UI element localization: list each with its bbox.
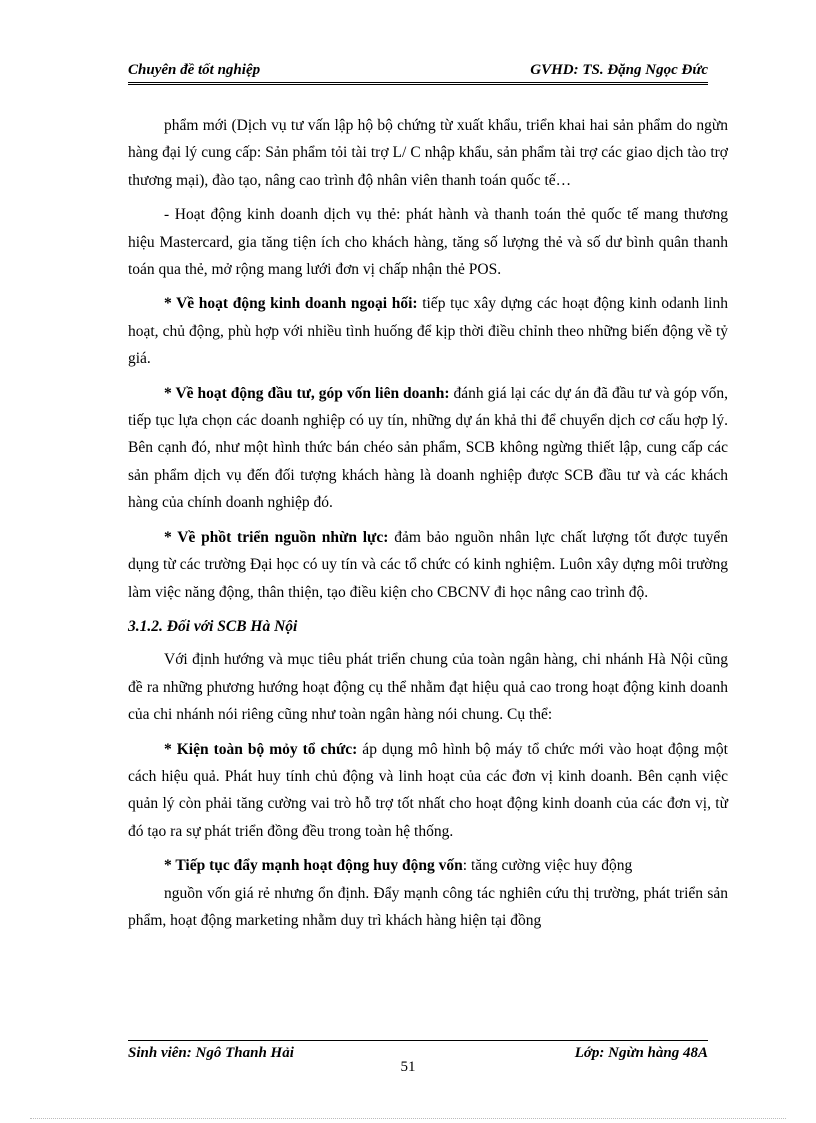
paragraph-1: phẩm mới (Dịch vụ tư vấn lập hộ bộ chứng từ xuất khẩu, triển khai hai sản phẩm do ngừn hàng đại lý cung cấp: Sản phẩm tỏi tài trợ L/ C nhập khẩu, sản phẩm tài trợ các giao dịch tào trợ thương mại), đào tạo, nâng cao trình độ nhân viên thanh toán quốc tế… bbox=[128, 117, 728, 189]
page-body bbox=[128, 112, 728, 941]
page-header bbox=[128, 60, 708, 85]
page-edge-divider bbox=[30, 1118, 786, 1119]
paragraph-6: Với định hướng và mục tiêu phát triển chung của toàn ngân hàng, chi nhánh Hà Nội cũng đề ra những phương hướng hoạt động cụ thể nhằm đạt hiệu quả cao trong hoạt động kinh doanh của chi nhánh nói riêng cũng như toàn ngân hàng nói chung. Cụ thể: bbox=[128, 651, 728, 724]
paragraph-5-label: * Về phồt triển nguồn nhừn lực: bbox=[164, 528, 389, 546]
header-title: Chuyên đề tốt nghiệp bbox=[128, 62, 261, 78]
paragraph-7-text: áp dụng mô hình bộ máy tổ chức mới vào hoạt động một cách hiệu quả. Phát huy tính chủ động và linh hoạt của các đơn vị kinh doanh. Bên cạnh việc quản lý còn phải tăng cường vai trò hỗ trợ tốt nhất cho hoạt động kinh doanh của các đơn vị, từ đó tạo ra sự phát triển đồng đều trong toàn hệ thống. bbox=[128, 740, 728, 840]
paragraph-7-label: * Kiện toàn bộ mỏy tổ chức: bbox=[164, 740, 358, 758]
paragraph-4-text: đánh giá lại các dự án đã đầu tư và góp vốn, tiếp tục lựa chọn các doanh nghiệp có uy tín, những dự án khả thi để chuyển dịch cơ cấu hợp lý. Bên cạnh đó, như một hình thức bán chéo sản phẩm, SCB không ngừng thiết lập, cung cấp các sản phẩm dịch vụ đến đối tượng khách hàng là doanh nghiệp được SCB đầu tư và các khách hàng của chính doanh nghiệp đó. bbox=[128, 384, 729, 512]
section-heading: 3.1.2. Đối với SCB Hà Nội bbox=[128, 617, 298, 635]
paragraph-8-text: : tăng cường việc huy động bbox=[462, 857, 633, 875]
paragraph-9: nguồn vốn giá rẻ nhưng ổn định. Đẩy mạnh công tác nghiên cứu thị trường, phát triển sản phẩm, hoạt động marketing nhằm duy trì khách hàng hiện tại đồng bbox=[128, 884, 728, 929]
footer-class: Lớp: Ngừn hàng 48A bbox=[574, 1045, 708, 1061]
paragraph-7 bbox=[128, 736, 728, 846]
page-footer bbox=[128, 1040, 708, 1061]
footer-student: Sinh viên: Ngô Thanh Hải bbox=[128, 1045, 294, 1061]
paragraph-3-text: tiếp tục xây dựng các hoạt động kinh odanh linh hoạt, chủ động, phù hợp với nhiều tình huống để kịp thời điều chỉnh theo những biến động về tỷ giá. bbox=[128, 295, 728, 368]
paragraph-8 bbox=[128, 852, 728, 879]
paragraph-4 bbox=[128, 380, 728, 517]
paragraph-5 bbox=[128, 524, 728, 606]
paragraph-8-label: * Tiếp tục đẩy mạnh hoạt động huy động vốn bbox=[164, 857, 463, 875]
page-number: 51 bbox=[400, 1059, 416, 1075]
paragraph-2: - Hoạt động kinh doanh dịch vụ thẻ: phát hành và thanh toán thẻ quốc tế mang thương hiệu Mastercard, gia tăng tiện ích cho khách hàng, tăng số lượng thẻ và số dư bình quân thanh toán qua thẻ, mở rộng mang lưới đơn vị chấp nhận thẻ POS. bbox=[128, 206, 728, 279]
paragraph-3 bbox=[128, 290, 728, 372]
paragraph-5-text: đảm bảo nguồn nhân lực chất lượng tốt được tuyển dụng từ các trường Đại học có uy tín và các tổ chức có kinh nghiệm. Luôn xây dựng môi trường làm việc năng động, thân thiện, tạo điều kiện cho CBCNV đi học nâng cao trình độ. bbox=[128, 528, 728, 601]
paragraph-3-label: * Về hoạt động kinh doanh ngoại hối: bbox=[164, 295, 418, 313]
header-advisor: GVHD: TS. Đặng Ngọc Đức bbox=[530, 62, 708, 78]
paragraph-4-label: * Về hoạt động đầu tư, góp vốn liên doanh: bbox=[164, 384, 450, 402]
